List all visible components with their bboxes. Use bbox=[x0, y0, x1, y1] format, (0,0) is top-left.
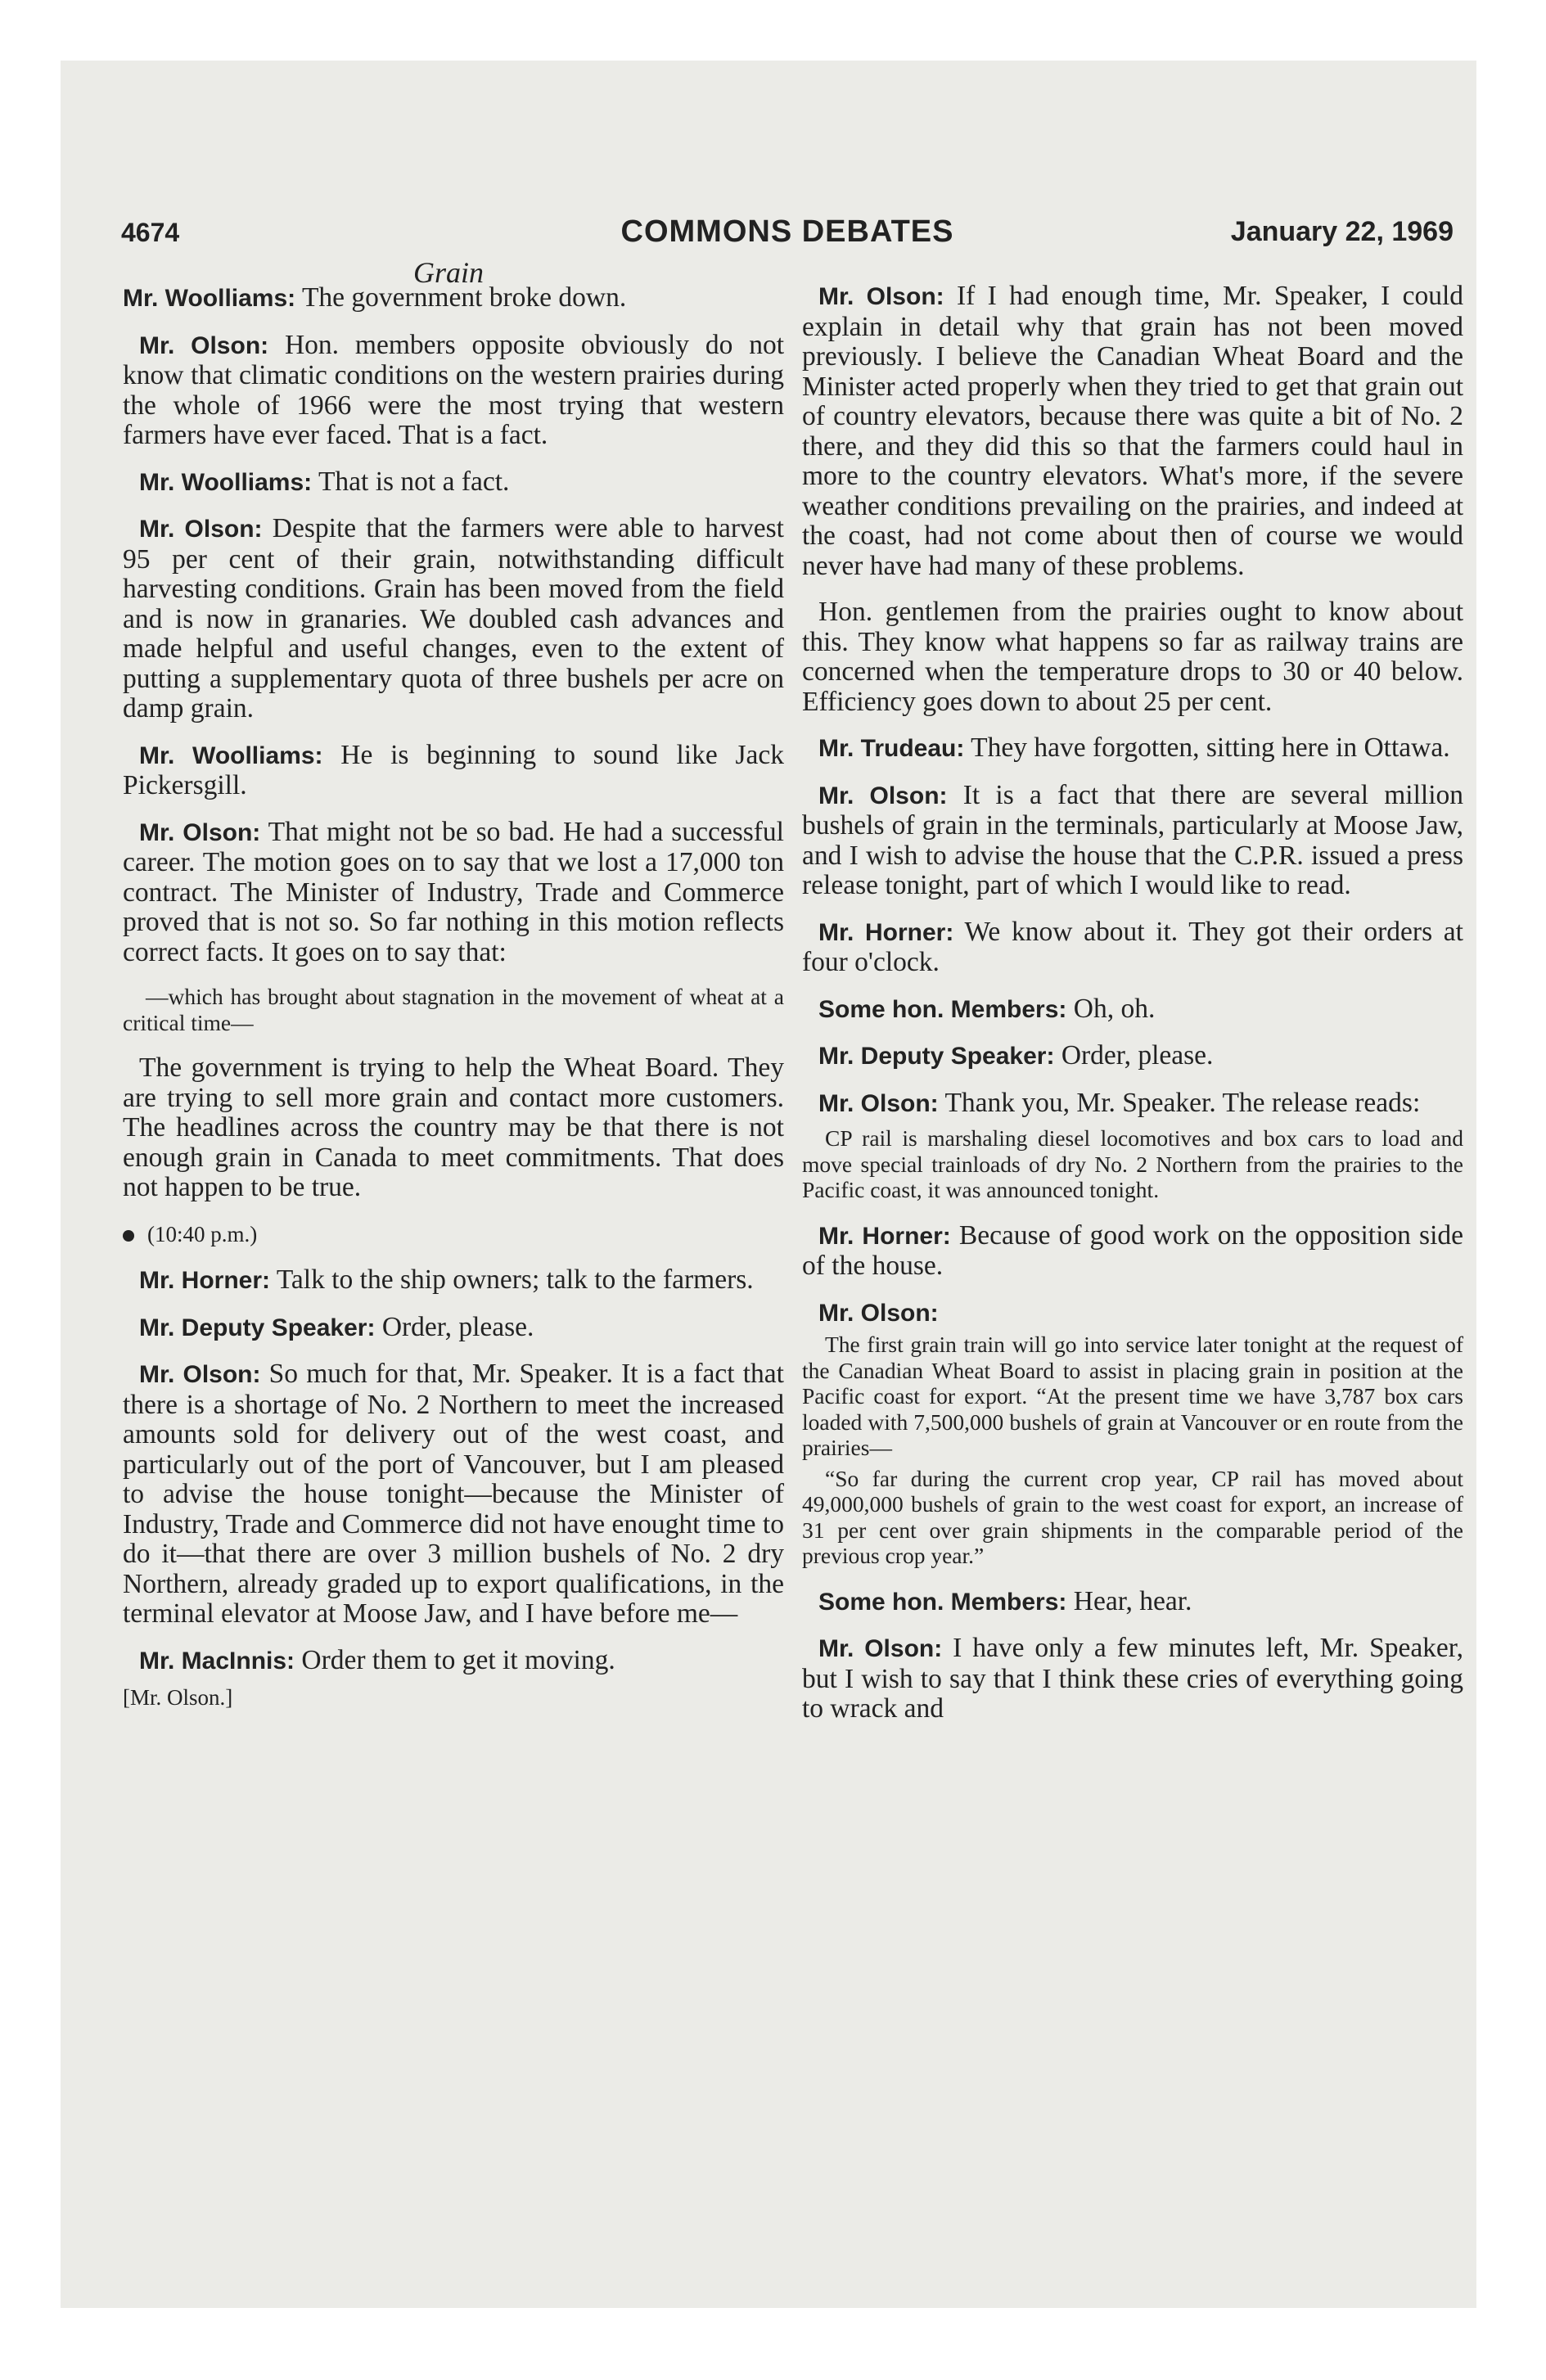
block-quote: —which has brought about stagnation in the movement of wheat at a critical time— bbox=[123, 984, 784, 1035]
block-quote: The first grain train will go into service later tonight at the request of the Canadian Wheat Board to assist in placing grain in position at the Pacific coast for export. “At the present time we have 3,787 box cars loaded with 7,500,000 bushels of grain at Vancouver or en route from the prairies— bbox=[802, 1332, 1463, 1460]
paragraph: Hon. gentlemen from the prairies ought to know about this. They know what happens so far as railway trains are concerned when the temperature drops to 30 or 40 below. Efficiency goes down to about 25 per cent. bbox=[802, 597, 1463, 717]
speaker-name: Mr. Olson: bbox=[818, 1299, 939, 1327]
speaker-name: Mr. Olson: bbox=[139, 331, 269, 359]
paragraph-text: Order, please. bbox=[381, 1311, 534, 1342]
paragraph-text: He is beginning to sound like Jack Pickersgill. bbox=[123, 739, 784, 800]
paragraph bbox=[802, 781, 1463, 901]
paragraph-text: That is not a fact. bbox=[318, 466, 510, 497]
paragraph-text: If I had enough time, Mr. Speaker, I could explain in detail why that grain has not been moved previously. I believe the Canadian Wheat Board and the Minister acted properly when they tried to get that grain out of country elevators, because there was quite a bit of No. 2 there, and they did this so that the farmers could haul in more to the country elevators. What's more, if the severe weather conditions prevailing on the prairies, and indeed at the coast, had not come about then of course we would never have had many of these problems. bbox=[802, 281, 1463, 581]
paragraph bbox=[802, 1587, 1463, 1618]
paragraph-text: Thank you, Mr. Speaker. The release reads: bbox=[944, 1087, 1421, 1118]
block-quote: “So far during the current crop year, CP rail has moved about 49,000,000 bushels of grain to the west coast for export, an increase of 31 per cent over grain shipments in the comparable period of the previous crop year.” bbox=[802, 1465, 1463, 1568]
page-number: 4674 bbox=[121, 218, 180, 247]
paragraph-text: I have only a few minutes left, Mr. Speaker, but I wish to say that I think these cries of everything going to wrack and bbox=[802, 1633, 1463, 1724]
speaker-name: Mr. Olson: bbox=[818, 1635, 943, 1662]
paragraph-text: We know about it. They got their orders at four o'clock. bbox=[802, 916, 1463, 977]
timestamp bbox=[123, 1219, 784, 1250]
speaker-name: Mr. Horner: bbox=[818, 1222, 951, 1250]
running-head: Grain bbox=[412, 256, 484, 289]
paragraph bbox=[123, 741, 784, 801]
paragraph-text: Despite that the farmers were able to harvest 95 per cent of their grain, notwithstanding difficult harvesting conditions. Grain has been moved from the field and is now in granaries. We doubled cash advances and made helpful and useful changes, even to the extent of putting a supplementary quota of three bushels per acre on damp grain. bbox=[123, 513, 784, 723]
paragraph: The government is trying to help the Wheat Board. They are trying to sell more grain and contact more customers. The headlines across the country may be that there is not enough grain in Canada to meet commitments. That does not happen to be true. bbox=[123, 1053, 784, 1202]
speaker-name: Some hon. Members: bbox=[818, 995, 1067, 1023]
speaker-name: Mr. Trudeau: bbox=[818, 735, 965, 762]
speaker-name: Mr. Woolliams: bbox=[139, 468, 313, 496]
paragraph bbox=[802, 994, 1463, 1025]
paragraph-text: Talk to the ship owners; talk to the farmers. bbox=[276, 1264, 754, 1295]
bullet-icon bbox=[123, 1230, 134, 1242]
speaker-name: Mr. Deputy Speaker: bbox=[139, 1314, 376, 1341]
paragraph-text: Because of good work on the opposition side of the house. bbox=[802, 1219, 1463, 1281]
speaker-name: Mr. Horner: bbox=[139, 1267, 271, 1294]
speaker-name: Mr. Olson: bbox=[818, 782, 948, 809]
timestamp-text: (10:40 p.m.) bbox=[147, 1221, 258, 1246]
speaker-name: Mr. Olson: bbox=[818, 283, 944, 310]
paragraph bbox=[802, 1221, 1463, 1282]
speaker-name: Mr. Olson: bbox=[139, 1361, 261, 1388]
right-column bbox=[802, 282, 1463, 1741]
paragraph bbox=[802, 282, 1463, 581]
paragraph-text: Hon. members opposite obviously do not know that climatic conditions on the western prairies during the whole of 1966 were the most trying that western farmers have ever faced. That is a fact. bbox=[123, 329, 785, 450]
page-date: January 22, 1969 bbox=[1230, 216, 1454, 247]
speaker-name: Mr. Woolliams: bbox=[123, 285, 296, 312]
paragraph bbox=[802, 733, 1463, 764]
speaker-name: Mr. Olson: bbox=[139, 818, 261, 846]
speaker-name: Mr. MacInnis: bbox=[139, 1647, 295, 1675]
speaker-name: Mr. Woolliams: bbox=[139, 741, 323, 769]
paragraph bbox=[123, 818, 784, 968]
paragraph-text: The government broke down. bbox=[301, 282, 627, 313]
speaker-attribution: [Mr. Olson.] bbox=[123, 1685, 233, 1710]
paragraph bbox=[802, 1634, 1463, 1724]
block-quote: CP rail is marshaling diesel locomotives and box cars to load and move special trainloads of dry No. 2 Northern from the prairies to the Pacific coast, it was announced tonight. bbox=[802, 1125, 1463, 1202]
paragraph-text: Oh, oh. bbox=[1073, 993, 1156, 1024]
speaker-name: Mr. Deputy Speaker: bbox=[818, 1043, 1055, 1070]
speaker-name: Mr. Olson: bbox=[818, 1089, 939, 1117]
journal-title: COMMONS DEBATES bbox=[620, 214, 954, 249]
paragraph bbox=[123, 1359, 784, 1629]
speaker-name: Some hon. Members: bbox=[818, 1588, 1067, 1616]
paragraph bbox=[123, 514, 784, 724]
paragraph-text: So much for that, Mr. Speaker. It is a fact that there is a shortage of No. 2 Northern to meet the increased amounts sold for delivery out of the west coast, and particularly out of the port of Vancouver, but I am pleased to advise the house tonight—because the Minister of Industry, Trade and Commerce did not have enought time to do it—that there are over 3 million bushels of No. 2 dry Northern, already graded up to export qualifications, in the terminal elevator at Moose Jaw, and I have before me— bbox=[123, 1359, 784, 1629]
paragraph-text: Hear, hear. bbox=[1073, 1585, 1192, 1616]
paragraph bbox=[123, 1265, 784, 1296]
paragraph bbox=[802, 1298, 1463, 1329]
left-column bbox=[123, 283, 784, 1713]
paragraph-text: That might not be so bad. He had a successful career. The motion goes on to say that we lost a 17,000 ton contract. The Minister of Industry, Trade and Commerce proved that is not so. So far nothing in this motion reflects correct facts. It goes on to say that: bbox=[123, 816, 784, 967]
paragraph bbox=[123, 331, 784, 451]
paragraph bbox=[123, 467, 784, 498]
paragraph bbox=[802, 1041, 1463, 1072]
paragraph bbox=[123, 283, 784, 314]
paragraph-text: Order, please. bbox=[1061, 1040, 1214, 1071]
paragraph bbox=[123, 1313, 784, 1344]
speaker-name: Mr. Horner: bbox=[818, 918, 954, 946]
speaker-name: Mr. Olson: bbox=[139, 516, 263, 543]
paragraph-text: Order them to get it moving. bbox=[301, 1644, 615, 1675]
paragraph-text: They have forgotten, sitting here in Ottawa. bbox=[971, 732, 1450, 763]
paragraph bbox=[123, 1646, 784, 1677]
paragraph-text: It is a fact that there are several million bushels of grain in the terminals, particularly at Moose Jaw, and I wish to advise the house that the C.P.R. issued a press release tonight, part of which I would like to read. bbox=[802, 779, 1463, 900]
paragraph bbox=[802, 917, 1463, 978]
paragraph bbox=[802, 1089, 1463, 1120]
